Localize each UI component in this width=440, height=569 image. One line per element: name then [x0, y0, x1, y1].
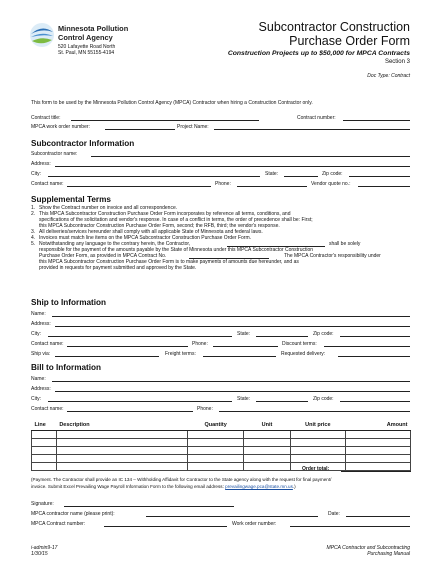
sub-name-field[interactable]	[91, 156, 410, 157]
freight-terms-field[interactable]	[203, 356, 276, 357]
mpca-contract-no-blank[interactable]	[189, 258, 269, 259]
term-item-5: 5. Notwithstanding any language to the contrary herein, the Contractor, responsible for the payment of the amounts payable by the State of Minnesota under this MPCA Subcontractor Construction Purchase Order Form, as provided in MPCA Contract No. this MPCA Subcontractor Construction Purchase Order Form is to make payments of amounts due hereunder, and as provided in requests for payment submitted and approved by the State. shall be solely The MPCA Contractor's responsibility under	[31, 241, 381, 271]
ship-zip-label: Zip code:	[313, 331, 334, 337]
ship-state-label: State:	[237, 331, 251, 337]
bill-state-label: State:	[237, 396, 251, 402]
sub-city-label: City:	[31, 171, 41, 177]
ship-address-label: Address:	[31, 321, 51, 327]
col-unit-price: Unit price	[290, 420, 345, 431]
cell[interactable]	[244, 455, 290, 463]
term-item-2: 2. This MPCA Subcontractor Construction Purchase Order Form incorporates by reference all terms, conditions, and specifications of the solicitation and vendor's response. In case of a conflict in terms, the order of precedence shall be: First; this MPCA Subcontractor Construction Purchase Order Form, second; the RFB, third; the vendor's response.	[31, 211, 313, 229]
sub-phone-field[interactable]	[237, 186, 307, 187]
project-name-label: Project Name:	[177, 124, 209, 130]
ship-state-field[interactable]	[256, 336, 308, 337]
form-subtitle: Construction Projects up to $50,000 for MPCA Contracts	[227, 50, 410, 57]
contract-number-field[interactable]	[343, 120, 410, 121]
project-name-field[interactable]	[214, 129, 410, 130]
subcontractor-heading: Subcontractor Information	[31, 139, 135, 148]
ship-contact-field[interactable]	[67, 346, 188, 347]
date-label: Date:	[328, 511, 340, 517]
cell[interactable]	[187, 439, 244, 447]
cell[interactable]	[32, 439, 57, 447]
bill-address-field[interactable]	[55, 391, 410, 392]
sig-contract-number-field[interactable]	[104, 526, 227, 527]
table-row	[32, 431, 411, 439]
doc-type: Doc Type: Contract	[367, 73, 410, 79]
signature-field[interactable]	[64, 506, 234, 507]
bill-contact-label: Contact name:	[31, 406, 64, 412]
table-row	[32, 455, 411, 463]
col-unit: Unit	[244, 420, 290, 431]
ship-city-field[interactable]	[48, 336, 232, 337]
sub-contact-label: Contact name:	[31, 181, 64, 187]
order-total-label: Order total:	[302, 466, 330, 472]
sub-state-field[interactable]	[284, 176, 318, 177]
col-quantity: Quantity	[187, 420, 244, 431]
sub-address-field[interactable]	[55, 166, 410, 167]
bill-city-field[interactable]	[48, 401, 232, 402]
cell[interactable]	[56, 447, 187, 455]
bill-phone-label: Phone:	[197, 406, 213, 412]
cell[interactable]	[56, 439, 187, 447]
cell[interactable]	[244, 447, 290, 455]
ship-address-field[interactable]	[55, 326, 410, 327]
vendor-quote-field[interactable]	[358, 186, 410, 187]
form-title: Subcontractor Construction Purchase Order Form	[258, 20, 410, 48]
ship-via-field[interactable]	[55, 356, 159, 357]
ship-zip-field[interactable]	[340, 336, 410, 337]
ship-name-label: Name:	[31, 311, 46, 317]
cell[interactable]	[244, 463, 290, 471]
bill-zip-label: Zip code:	[313, 396, 334, 402]
cell[interactable]	[290, 439, 345, 447]
discount-terms-label: Discount terms:	[282, 341, 317, 347]
sub-contact-field[interactable]	[67, 186, 211, 187]
sig-work-order-field[interactable]	[290, 526, 410, 527]
bill-address-label: Address:	[31, 386, 51, 392]
payment-note: (Payment. The Contractor shall provide an IC 134 – Withholding Affidavit for Contractor to the State agency along with the request for final payment/ invoice. Submit Excel Prevailing Wage Payroll Information Form to the following email address: prevailingwage.pca@state.mn.us.)	[31, 477, 332, 489]
cell[interactable]	[244, 431, 290, 439]
term-item-3: 3. All deliveries/services hereunder shall comply with all applicable State of Minnesota and federal laws.	[31, 229, 263, 235]
contractor-name-field[interactable]	[146, 516, 318, 517]
contract-title-field[interactable]	[71, 120, 259, 121]
agency-address: 520 Lafayette Road North St. Paul, MN 55155-4194	[58, 44, 116, 56]
ship-name-field[interactable]	[52, 316, 410, 317]
table-row	[32, 447, 411, 455]
work-order-field[interactable]	[105, 129, 175, 130]
discount-terms-field[interactable]	[324, 346, 410, 347]
cell[interactable]	[345, 463, 410, 471]
section-label: Section 3	[384, 59, 410, 65]
col-line: Line	[32, 420, 57, 431]
cell[interactable]	[345, 431, 410, 439]
requested-delivery-label: Requested delivery:	[281, 351, 326, 357]
ship-to-heading: Ship to Information	[31, 298, 107, 307]
cell[interactable]	[56, 455, 187, 463]
sub-zip-label: Zip code:	[322, 171, 343, 177]
ship-phone-field[interactable]	[213, 346, 278, 347]
sub-address-label: Address:	[31, 161, 51, 167]
cell[interactable]	[345, 447, 410, 455]
cell[interactable]	[32, 463, 57, 471]
ship-via-label: Ship via:	[31, 351, 51, 357]
order-total-field[interactable]	[341, 471, 411, 472]
cell[interactable]	[32, 447, 57, 455]
ship-contact-label: Contact name:	[31, 341, 64, 347]
sub-name-label: Subcontractor name:	[31, 151, 78, 157]
cell[interactable]	[345, 455, 410, 463]
cell[interactable]	[56, 431, 187, 439]
cell[interactable]	[56, 463, 187, 471]
sub-zip-field[interactable]	[349, 176, 410, 177]
term-item-4: 4. Invoices must match line items on the MPCA Subcontractor Construction Purchase Order Form.	[31, 235, 252, 241]
signature-label: Signature:	[31, 501, 54, 507]
cell[interactable]	[290, 447, 345, 455]
bill-state-field[interactable]	[256, 401, 308, 402]
footer-manual: MPCA Contractor and Subcontracting Purchasing Manual	[326, 545, 410, 557]
col-description: Description	[56, 420, 187, 431]
bill-to-heading: Bill to Information	[31, 363, 102, 372]
sig-contract-number-label: MPCA Contract number:	[31, 521, 86, 527]
cell[interactable]	[32, 455, 57, 463]
vendor-quote-label: Vendor quote no.:	[311, 181, 351, 187]
table-row	[32, 439, 411, 447]
table-header-row	[32, 420, 411, 431]
bill-zip-field[interactable]	[340, 401, 410, 402]
footer-doc-id: i-admin9-17 1/30/15	[31, 545, 58, 557]
freight-terms-label: Freight terms:	[165, 351, 196, 357]
sub-state-label: State:	[265, 171, 279, 177]
bill-contact-field[interactable]	[67, 411, 193, 412]
contract-number-label: Contract number:	[297, 115, 336, 121]
sub-city-field[interactable]	[48, 176, 260, 177]
terms-heading: Supplemental Terms	[31, 195, 111, 204]
agency-name: Minnesota Pollution Control Agency	[58, 24, 129, 42]
work-order-label: MPCA work order number:	[31, 124, 90, 130]
contractor-name-blank[interactable]	[227, 246, 325, 247]
col-amount: Amount	[345, 420, 410, 431]
ship-city-label: City:	[31, 331, 41, 337]
bill-phone-field[interactable]	[219, 411, 410, 412]
table-row	[32, 463, 411, 471]
sig-work-order-label: Work order number:	[232, 521, 277, 527]
term-5-continuation-1: shall be solely	[329, 241, 361, 247]
cell[interactable]	[290, 455, 345, 463]
intro-text: This form to be used by the Minnesota Pollution Control Agency (MPCA) Contractor when hiring a Construction Contractor only.	[31, 100, 313, 106]
cell[interactable]	[244, 439, 290, 447]
bill-name-label: Name:	[31, 376, 46, 382]
bill-name-field[interactable]	[52, 381, 410, 382]
cell[interactable]	[187, 463, 244, 471]
cell[interactable]	[187, 447, 244, 455]
ship-phone-label: Phone:	[192, 341, 208, 347]
contract-title-label: Contract title:	[31, 115, 61, 121]
terms-list	[31, 205, 411, 271]
term-item-1: 1. Show the Contract number on invoice and all correspondence.	[31, 205, 178, 211]
cell[interactable]	[345, 439, 410, 447]
term-5-continuation-2: The MPCA Contractor's responsibility under	[284, 253, 381, 259]
cell[interactable]	[290, 431, 345, 439]
date-field[interactable]	[346, 516, 410, 517]
cell[interactable]	[32, 431, 57, 439]
prevailing-wage-email-link[interactable]: prevailingwage.pca@state.mn.us	[225, 483, 293, 489]
mpca-logo-icon	[29, 22, 55, 48]
sub-phone-label: Phone:	[215, 181, 231, 187]
cell[interactable]	[187, 455, 244, 463]
cell[interactable]	[187, 431, 244, 439]
line-items-table	[31, 420, 411, 471]
requested-delivery-field[interactable]	[338, 356, 410, 357]
bill-city-label: City:	[31, 396, 41, 402]
contractor-name-label: MPCA contractor name (please print):	[31, 511, 115, 517]
